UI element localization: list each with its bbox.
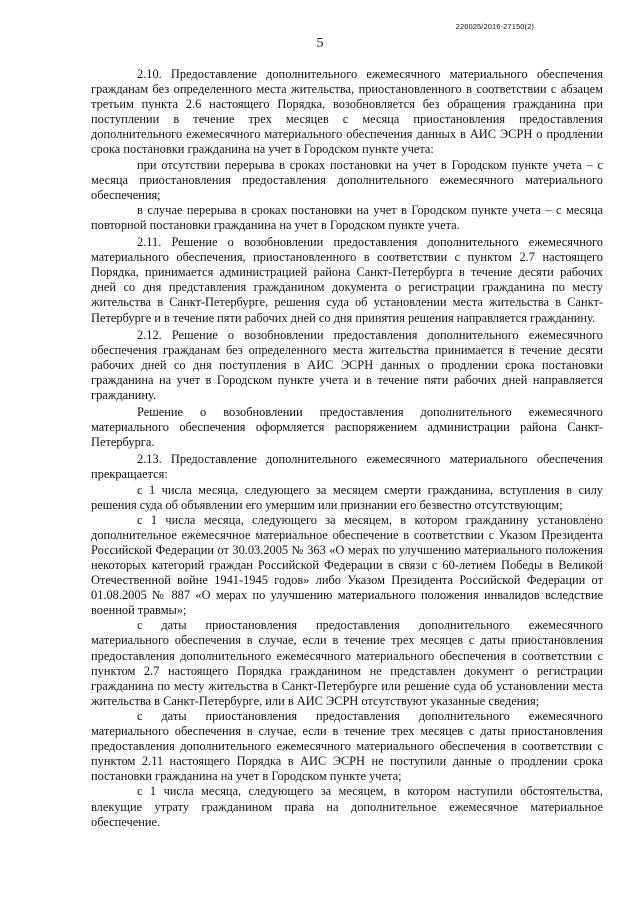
paragraph-2-13-case-loss-of-right: с 1 числа месяца, следующего за месяцем, в котором наступили обстоятельства, влекущие утрату гражданином права на дополнительное ежемесячное материальное обеспечение. [91,784,603,829]
paragraph-2-13-case-registration: с даты приостановления предоставления дополнительного ежемесячного материального обеспечения в случае, если в течение трех месяцев с даты приостановления предоставления дополнительного ежемесячного материального обеспечения в соответствии с пунктом 2.7 настоящего Порядка гражданином не представлен документ о регистрации гражданина по месту жительства в Санкт-Петербурге или решение суда об установлении места жительства в Санкт-Петербурге, или в АИС ЭСРН отсутствуют указанные сведения; [91,618,603,708]
paragraph-2-10-case-no-break: при отсутствии перерыва в сроках постановки на учет в Городском пункте учета – с месяца приостановления предоставления дополнительного ежемесячного материального обеспечения; [91,157,603,202]
paragraph-2-13: 2.13. Предоставление дополнительного ежемесячного материального обеспечения прекращается: [91,452,603,482]
paragraph-2-12: 2.12. Решение о возобновлении предоставления дополнительного ежемесячного обеспечения гражданам без определенного места жительства принимается в течение десяти рабочих дней со дня поступления в АИС ЭСРН данных о продлении срока постановки гражданина на учет в Городском пункте учета и в течение пяти рабочих дней направляется гражданину. [91,327,603,402]
paragraph-2-10: 2.10. Предоставление дополнительного ежемесячного материального обеспечения гражданам без определенного места жительства, приостановленного в соответствии с абзацем третьим пункта 2.6 настоящего Порядка, возобновляется без обращения гражданина при поступлении в течение трех месяцев с месяца приостановления предоставления дополнительного ежемесячного материального обеспечения данных в АИС ЭСРН о продлении срока постановки гражданина на учет в Городском пункте учета: [91,67,603,157]
page-number: 5 [316,36,324,51]
paragraph-2-11: 2.11. Решение о возобновлении предоставления дополнительного ежемесячного материального обеспечения, приостановленного в соответствии с пунктом 2.7 настоящего Порядка, принимается администрацией района Санкт-Петербурга в течение десяти рабочих дней со дня представления гражданином документа о регистрации гражданина по месту жительства в Санкт-Петербурге, решения суда об установлении места жительства в Санкт-Петербурге и в течение пяти рабочих дней со дня принятия решения направляется гражданину. [91,235,603,325]
paragraph-2-13-case-esrn: с даты приостановления предоставления дополнительного ежемесячного материального обеспечения в случае, если в течение трех месяцев с даты приостановления предоставления дополнительного ежемесячного материального обеспечения в соответствии с пунктом 2.11 настоящего Порядка в АИС ЭСРН не поступили данные о продлении срока постановки гражданина на учет в Городском пункте учета; [91,708,603,784]
paragraph-2-12-decision: Решение о возобновлении предоставления дополнительного ежемесячного материального обеспечения оформляется распоряжением администрации района Санкт-Петербурга. [91,405,603,450]
document-registration-number: 226025/2016-27150(2) [455,22,534,31]
paragraph-2-13-case-death: с 1 числа месяца, следующего за месяцем смерти гражданина, вступления в силу решения суда об объявлении его умершим или признании его безвестно отсутствующим; [91,482,603,512]
paragraph-2-10-case-break: в случае перерыва в сроках постановки на учет в Городском пункте учета – с месяца повторной постановки гражданина на учет в Городском пункте учета. [91,202,603,232]
document-body [91,67,603,830]
paragraph-2-13-case-decree: с 1 числа месяца, следующего за месяцем, в котором гражданину установлено дополнительное ежемесячное материальное обеспечение в соответствии с Указом Президента Российской Федерации от 30.03.2005 № 363 «О мерах по улучшению материального положения некоторых категорий граждан Российской Федерации в связи с 60-летием Победы в Великой Отечественной войне 1941-1945 годов» либо Указом Президента Российской Федерации от 01.08.2005 № 887 «О мерах по улучшению материального положения инвалидов вследствие военной травмы»; [91,512,603,618]
